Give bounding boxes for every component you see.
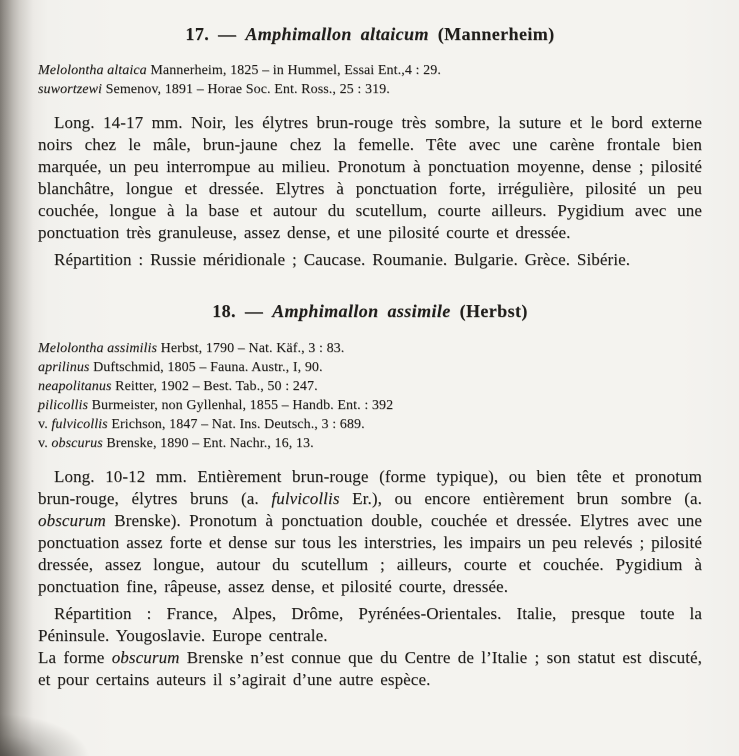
species-18-note xyxy=(38,647,702,691)
synonym-name: obscurus xyxy=(51,436,103,451)
description-text: Brenske). Pronotum à ponctuation double, couchée et dressée. Elytres avec une ponctuation assez forte et dense sur tous les interstries, les impairs un peu relevés ; pilosité dressée, assez longue, autour du scutellum ; ailleurs, courte et couchée. Pygidium à ponctuation fine, râpeuse, assez dense, et pilosité courte, dressée. xyxy=(38,511,702,596)
species-17-heading xyxy=(38,0,702,45)
synonym-name: aprilinus xyxy=(38,360,90,375)
species-18-number: 18. — xyxy=(212,301,273,321)
synonym-name: Melolontha altaica xyxy=(38,63,147,78)
synonym-variant-prefix: v. xyxy=(38,436,52,451)
species-17-description: Long. 14-17 mm. Noir, les élytres brun-rouge très sombre, la suture et le bord externe noirs chez le mâle, brun-jaune chez la femelle. Tête avec une carène frontale bien marquée, un peu interrompue au milieu. Pronotum à ponctuation moyenne, dense ; pilosité blanchâtre, longue et dressée. Elytres à ponctuation forte, irrégulière, pilosité un peu couchée, longue à la base et autour du scutellum, courte ailleurs. Pygidium avec une ponctuation très granuleuse, assez dense, et une pilosité courte et dressée. xyxy=(38,113,702,242)
species-entry-17 xyxy=(38,0,702,271)
synonym-name: fulvicollis xyxy=(51,417,108,432)
species-17-name: Amphimallon altaicum xyxy=(245,24,429,44)
synonymy-line xyxy=(38,377,702,396)
species-17-repartition: Répartition : Russie méridionale ; Caucase. Roumanie. Bulgarie. Grèce. Sibérie. xyxy=(54,250,631,269)
species-17-number: 17. — xyxy=(185,24,246,44)
synonymy-line xyxy=(38,358,702,377)
synonym-variant-prefix: v. xyxy=(38,417,52,432)
variety-name-obscurum: obscurum xyxy=(111,648,180,667)
species-18-synonymy-list xyxy=(38,339,702,453)
variety-name-obscurum: obscurum xyxy=(38,511,106,530)
synonymy-line xyxy=(38,396,702,415)
synonymy-line xyxy=(38,80,702,99)
synonym-reference: Brenske, 1890 – Ent. Nachr., 16, 13. xyxy=(102,436,314,451)
note-text: Brenske n’est connue que du Centre de l’Italie ; son statut est discuté, et pour certains auteurs il s’agirait d’une autre espèce. xyxy=(38,648,703,689)
description-text: Long. 10-12 mm. Entièrement brun-rouge (forme typique), ou bien tête et pronotum brun-rouge, élytres bruns (a. xyxy=(38,467,702,508)
description-text: Er.), ou encore entièrement brun sombre (a. xyxy=(339,489,703,508)
species-17-synonymy-list xyxy=(38,61,702,99)
synonym-reference: Erichson, 1847 – Nat. Ins. Deutsch., 3 : 689. xyxy=(107,417,365,432)
page-text-column xyxy=(38,0,702,691)
synonymy-line xyxy=(38,415,702,434)
synonymy-line xyxy=(38,61,702,80)
page-binding-shadow xyxy=(0,0,34,756)
species-18-heading xyxy=(38,300,702,322)
species-17-author: (Mannerheim) xyxy=(428,24,555,44)
note-text: La forme xyxy=(38,648,112,667)
synonym-name: pilicollis xyxy=(38,398,88,413)
synonym-name: Melolontha assimilis xyxy=(38,341,158,356)
synonym-reference: Reitter, 1902 – Best. Tab., 50 : 247. xyxy=(111,379,318,394)
synonym-name: neapolitanus xyxy=(38,379,112,394)
species-18-name: Amphimallon assimile xyxy=(272,301,451,321)
synonym-reference: Duftschmid, 1805 – Fauna. Austr., I, 90. xyxy=(89,360,323,375)
species-18-description xyxy=(38,466,702,598)
species-entry-18 xyxy=(38,300,702,691)
synonym-name: suwortzewi xyxy=(38,82,103,97)
species-18-author: (Herbst) xyxy=(450,301,528,321)
synonym-reference: Semenov, 1891 – Horae Soc. Ent. Ross., 25 : 319. xyxy=(102,82,390,97)
synonym-reference: Burmeister, non Gyllenhal, 1855 – Handb. Ent. : 392 xyxy=(88,398,394,413)
synonymy-line xyxy=(38,434,702,453)
synonymy-line xyxy=(38,339,702,358)
synonym-reference: Herbst, 1790 – Nat. Käf., 3 : 83. xyxy=(157,341,345,356)
synonym-reference: Mannerheim, 1825 – in Hummel, Essai Ent.,4 : 29. xyxy=(146,63,441,78)
variety-name-fulvicollis: fulvicollis xyxy=(271,489,340,508)
species-18-repartition: Répartition : France, Alpes, Drôme, Pyrénées-Orientales. Italie, presque toute la Péninsule. Yougoslavie. Europe centrale. xyxy=(38,604,702,645)
